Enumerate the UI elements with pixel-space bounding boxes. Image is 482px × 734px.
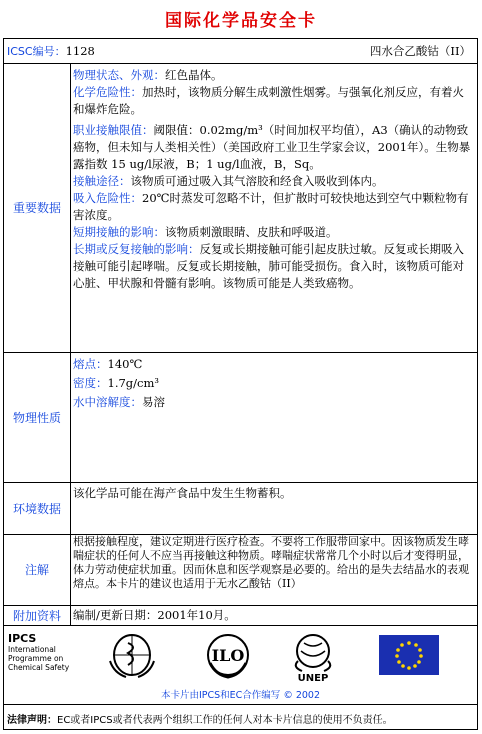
safety-card [3,38,478,730]
section-label-additional: 附加资料 [12,608,61,623]
credit-line: 本卡片由IPCS和EC合作编写 © 2002 [160,690,321,701]
icsc-number: 1128 [65,44,95,58]
ilo-emblem-icon [202,631,254,681]
physical-properties-content [73,355,473,412]
legal-text: EC或者IPCS或者代表两个组织工作的任何人对本卡片信息的使用不负责任。 [57,715,393,726]
section-label-environment: 环境数据 [12,501,61,516]
divider [4,605,477,606]
notes-content: 根据接触程度，建议定期进行医疗检查。不要将工作服带回家中。因该物质发生哮喘症状的任何人不应当再接触这种物质。哮喘症状常常几个小时以后才变得明显，体力劳动使症状加重。因而休息和医学观察是必要的。给出的是失去结晶水的表观熔点。本卡片的建议也适用于无水乙酸钴（II） [73,535,469,590]
legal-statement [7,711,393,726]
eu-flag-icon [379,635,439,675]
who-emblem-icon [104,631,160,681]
icsc-id-row [4,39,477,63]
divider [4,625,477,626]
ipcs-line: Chemical Safety [8,663,70,672]
item-exposure-limits: 职业接触限值：阈限值：0.02mg/m³（时间加权平均值），A3（确认的动物致癌物，但未知与人类相关性）（美国政府工业卫生学家会议，2001年）。生物暴露指数 15 ug/l尿液，B；1 ug/l血液，B，Sq。 [73,123,471,171]
item-inhalation-hazard: 吸入危险性：20℃时蒸发可忽略不计，但扩散时可较快地达到空气中颗粒物有害浓度。 [73,191,469,222]
card-title: 国际化学品安全卡 [165,11,317,31]
item-chemical-hazard: 化学危险性：加热时，该物质分解生成刺激性烟雾。与强氧化剂反应，有着火和爆炸危险。 [73,85,464,116]
column-divider [70,63,71,625]
section-label-physical: 物理性质 [12,410,61,425]
additional-content: 编制/更新日期：2001年10月。 [73,608,236,622]
item-short-term-effects: 短期接触的影响：该物质刺激眼睛、皮肤和呼吸道。 [73,225,338,239]
icsc-label: ICSC编号： [7,45,66,58]
environment-content: 该化学品可能在海产食品中发生生物蓄积。 [73,486,292,500]
ipcs-logo [8,632,69,672]
unep-text: UNEP [297,673,329,683]
ipcs-line: Programme on [8,654,64,663]
item-appearance: 物理状态、外观：红色晶体。 [73,68,223,82]
chemical-name: 四水合乙酸钴（II） [369,44,471,58]
item-solubility: 水中溶解度：易溶 [73,395,165,409]
ilo-text: ILO [211,646,245,665]
divider [4,704,477,705]
ipcs-line: International [8,645,56,654]
legal-label: 法律声明： [7,715,57,726]
section-label-notes: 注解 [24,563,49,577]
item-exposure-route: 接触途径：该物质可通过吸入其气溶胶和经食入吸收到体内。 [73,174,384,188]
section-label-important: 重要数据 [12,201,61,215]
item-melting-point: 熔点：140℃ [73,357,143,371]
unep-emblem-icon [286,631,340,683]
item-long-term-effects: 长期或反复接触的影响：反复或长期接触可能引起皮肤过敏。反复或长期吸入接触可能引起哮喘。反复或长期接触，肺可能受损伤。食入时，该物质可能对心脏、甲状腺和骨髓有影响。该物质可能是人类致癌物。 [73,242,464,290]
divider [4,63,477,64]
important-data-content [73,67,473,292]
ipcs-title: IPCS [8,632,37,645]
icsc-id [7,43,95,59]
item-density: 密度：1.7g/cm³ [73,376,159,390]
divider [4,482,477,483]
divider [4,352,477,353]
